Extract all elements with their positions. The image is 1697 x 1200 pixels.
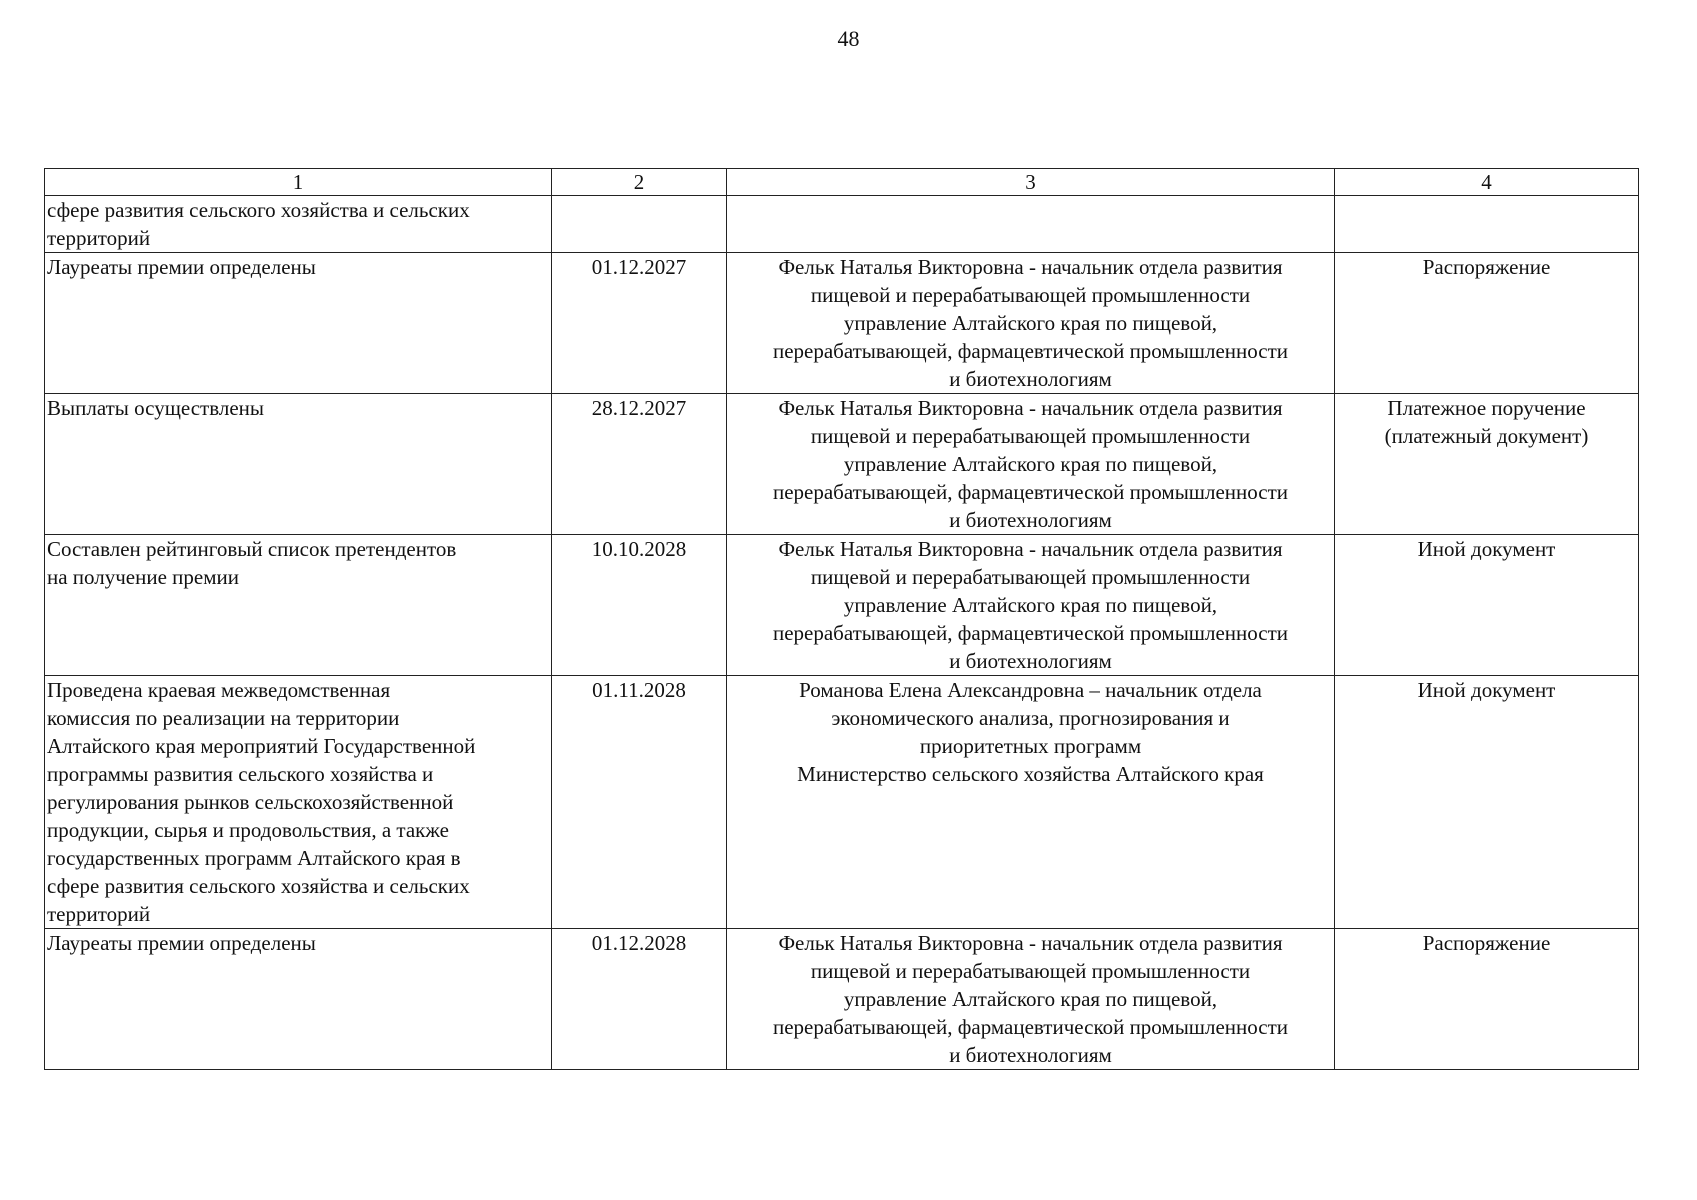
event-cell-line: регулирования рынков сельскохозяйственной (47, 790, 454, 814)
responsible-cell-line: и биотехнологиям (949, 367, 1112, 391)
responsible-cell-line: пищевой и перерабатывающей промышленности (810, 283, 1251, 307)
document-cell (1335, 676, 1639, 929)
responsible-cell (727, 929, 1335, 1070)
responsible-cell-line: перерабатывающей, фармацевтической промышленности (772, 480, 1289, 504)
event-cell-line: Выплаты осуществлены (47, 396, 265, 420)
responsible-cell (727, 253, 1335, 394)
responsible-cell-line: и биотехнологиям (949, 508, 1112, 532)
table-row (45, 676, 1639, 929)
responsible-cell-line: приоритетных программ (919, 734, 1142, 758)
date-cell: 01.12.2027 (552, 253, 727, 394)
table-header-row (45, 169, 1639, 196)
document-cell-line: Платежное поручение (1387, 396, 1586, 420)
event-cell (45, 929, 552, 1070)
document-cell-line: Распоряжение (1422, 255, 1551, 279)
schedule-table (44, 168, 1639, 1070)
document-cell (1335, 394, 1639, 535)
document-cell-line: (платежный документ) (1384, 424, 1589, 448)
responsible-cell-line: Фельк Наталья Викторовна - начальник отдела развития (778, 931, 1283, 955)
date-cell (552, 196, 727, 253)
date-cell: 10.10.2028 (552, 535, 727, 676)
document-cell-line: Иной документ (1417, 537, 1556, 561)
responsible-cell (727, 394, 1335, 535)
responsible-cell-line: Министерство сельского хозяйства Алтайского края (797, 762, 1264, 786)
responsible-cell-line: перерабатывающей, фармацевтической промышленности (772, 1015, 1289, 1039)
responsible-cell-line: и биотехнологиям (949, 649, 1112, 673)
table-row (45, 253, 1639, 394)
responsible-cell-line: Романова Елена Александровна – начальник отдела (799, 678, 1262, 702)
column-header-4: 4 (1335, 169, 1639, 196)
responsible-cell-line: управление Алтайского края по пищевой, (843, 311, 1218, 335)
event-cell-line: Лауреаты премии определены (47, 931, 316, 955)
table-body (45, 196, 1639, 1070)
column-header-2: 2 (552, 169, 727, 196)
event-cell-line: сфере развития сельского хозяйства и сельских (47, 198, 470, 222)
event-cell-line: сфере развития сельского хозяйства и сельских (47, 874, 470, 898)
document-cell (1335, 253, 1639, 394)
document-cell-line: Распоряжение (1422, 931, 1551, 955)
responsible-cell (727, 196, 1335, 253)
document-cell (1335, 196, 1639, 253)
responsible-cell-line: перерабатывающей, фармацевтической промышленности (772, 621, 1289, 645)
responsible-cell (727, 676, 1335, 929)
responsible-cell-line: Фельк Наталья Викторовна - начальник отдела развития (778, 537, 1283, 561)
table-row (45, 394, 1639, 535)
document-cell (1335, 535, 1639, 676)
responsible-cell-line: перерабатывающей, фармацевтической промышленности (772, 339, 1289, 363)
responsible-cell (727, 535, 1335, 676)
table-row (45, 196, 1639, 253)
event-cell (45, 196, 552, 253)
date-cell: 28.12.2027 (552, 394, 727, 535)
responsible-cell-line: пищевой и перерабатывающей промышленности (810, 424, 1251, 448)
table-row (45, 929, 1639, 1070)
responsible-cell-line: экономического анализа, прогнозирования и (831, 706, 1230, 730)
responsible-cell-line: и биотехнологиям (949, 1043, 1112, 1067)
event-cell-line: Составлен рейтинговый список претендентов (47, 537, 457, 561)
event-cell-line: Алтайского края мероприятий Государственной (47, 734, 476, 758)
responsible-cell-line: Фельк Наталья Викторовна - начальник отдела развития (778, 255, 1283, 279)
responsible-cell-line: пищевой и перерабатывающей промышленности (810, 959, 1251, 983)
page-number: 48 (837, 26, 860, 51)
date-cell: 01.11.2028 (552, 676, 727, 929)
event-cell (45, 394, 552, 535)
document-cell-line: Иной документ (1417, 678, 1556, 702)
event-cell-line: на получение премии (47, 565, 240, 589)
responsible-cell-line: Фельк Наталья Викторовна - начальник отдела развития (778, 396, 1283, 420)
responsible-cell-line: пищевой и перерабатывающей промышленности (810, 565, 1251, 589)
table-row (45, 535, 1639, 676)
event-cell (45, 535, 552, 676)
responsible-cell-line: управление Алтайского края по пищевой, (843, 987, 1218, 1011)
column-header-3: 3 (727, 169, 1335, 196)
date-cell: 01.12.2028 (552, 929, 727, 1070)
event-cell-line: комиссия по реализации на территории (47, 706, 400, 730)
event-cell-line: программы развития сельского хозяйства и (47, 762, 434, 786)
event-cell-line: территорий (47, 226, 151, 250)
event-cell-line: продукции, сырья и продовольствия, а также (47, 818, 449, 842)
event-cell-line: Проведена краевая межведомственная (47, 678, 391, 702)
event-cell (45, 253, 552, 394)
document-cell (1335, 929, 1639, 1070)
responsible-cell-line: управление Алтайского края по пищевой, (843, 593, 1218, 617)
column-header-1: 1 (45, 169, 552, 196)
event-cell-line: Лауреаты премии определены (47, 255, 316, 279)
event-cell (45, 676, 552, 929)
responsible-cell-line: управление Алтайского края по пищевой, (843, 452, 1218, 476)
event-cell-line: территорий (47, 902, 151, 926)
event-cell-line: государственных программ Алтайского края в (47, 846, 461, 870)
